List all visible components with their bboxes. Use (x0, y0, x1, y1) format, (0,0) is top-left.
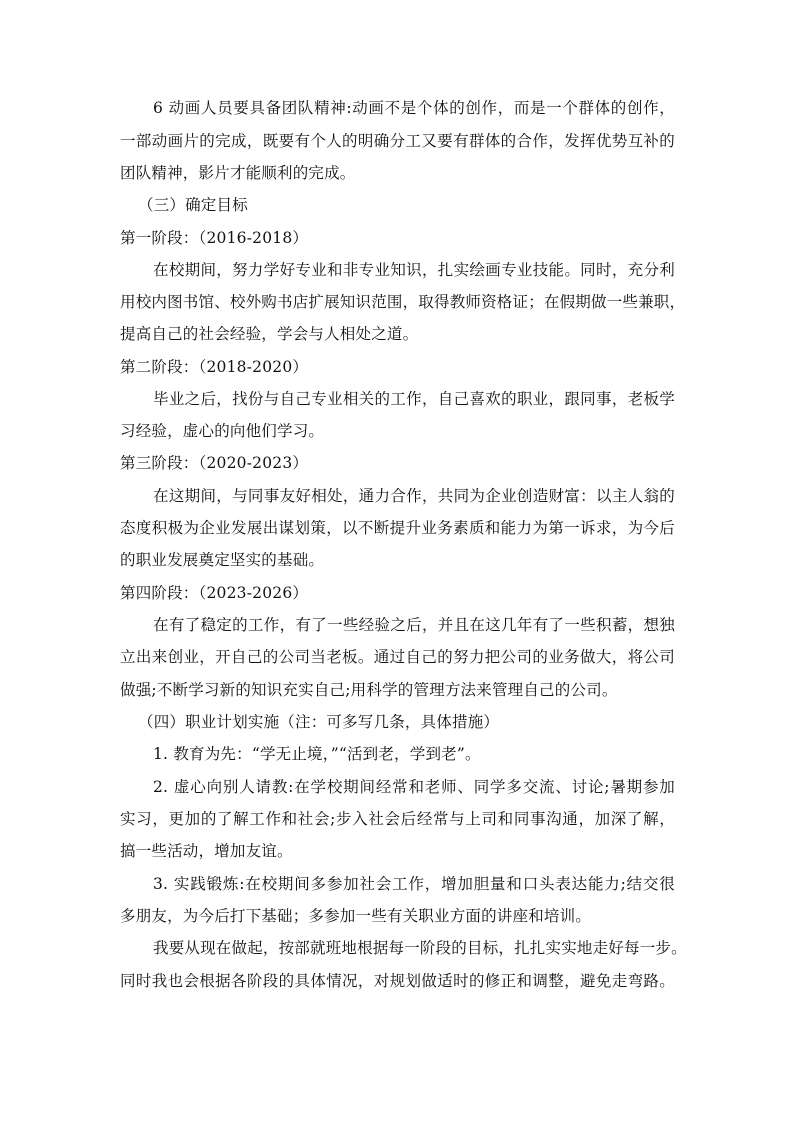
section-heading: （四）职业计划实施（注：可多写几条，具体措施） (138, 713, 500, 731)
paragraph-line: 团队精神，影片才能顺利的完成。 (120, 164, 356, 182)
list-item: 1. 教育为先：“学无止境，”“活到老，学到老”。 (153, 745, 481, 763)
paragraph-line: 提高自己的社会经验，学会与人相处之道。 (120, 325, 419, 343)
paragraph-line: 搞一些活动，增加友谊。 (120, 842, 293, 860)
paragraph-line: 一部动画片的完成，既要有个人的明确分工又要有群体的合作，发挥优势互补的 (120, 132, 675, 150)
paragraph-line: 用校内图书馆、校外购书店扩展知识范围，取得教师资格证；在假期做一些兼职， (120, 293, 686, 311)
list-item: 2. 虚心向别人请教:在学校期间经常和老师、同学多交流、讨论;暑期参加 (153, 778, 675, 796)
paragraph-line: 立出来创业，开自己的公司当老板。通过自己的努力把公司的业务做大，将公司 (120, 648, 675, 666)
stage-heading: 第四阶段：（2023-2026） (120, 584, 309, 602)
paragraph-line: 在这期间，与同事友好相处，通力合作，共同为企业创造财富：以主人翁的 (153, 487, 675, 505)
stage-heading: 第三阶段：（2020-2023） (120, 454, 309, 472)
stage-heading: 第一阶段：（2016-2018） (120, 229, 309, 247)
paragraph-line: 做强;不断学习新的知识充实自己;用科学的管理方法来管理自己的公司。 (120, 681, 618, 699)
paragraph-line: 在校期间，努力学好专业和非专业知识，扎实绘画专业技能。同时，充分利 (153, 261, 675, 279)
paragraph-line: 毕业之后，找份与自己专业相关的工作，自己喜欢的职业，跟同事，老板学 (153, 390, 675, 408)
stage-heading: 第二阶段：（2018-2020） (120, 358, 309, 376)
paragraph-line: 6 动画人员要具备团队精神:动画不是个体的创作，而是一个群体的创作， (153, 99, 675, 117)
paragraph-line: 在有了稳定的工作，有了一些经验之后，并且在这几年有了一些积蓄，想独 (153, 616, 675, 634)
paragraph-line: 同时我也会根据各阶段的具体情况，对规划做适时的修正和调整，避免走弯路。 (120, 972, 675, 990)
section-heading: （三）确定目标 (138, 196, 248, 214)
list-item: 3. 实践锻炼:在校期间多参加社会工作，增加胆量和口头表达能力;结交很 (153, 875, 675, 893)
paragraph-line: 习经验，虚心的向他们学习。 (120, 422, 325, 440)
paragraph-line: 多朋友，为今后打下基础；多参加一些有关职业方面的讲座和培训。 (120, 907, 592, 925)
paragraph-line: 我要从现在做起，按部就班地根据每一阶段的目标，扎扎实实地走好每一步。 (153, 939, 687, 957)
paragraph-line: 态度积极为企业发展出谋划策，以不断提升业务素质和能力为第一诉求，为今后 (120, 519, 675, 537)
paragraph-line: 的职业发展奠定坚实的基础。 (120, 551, 325, 569)
paragraph-line: 实习，更加的了解工作和社会;步入社会后经常与上司和同事沟通，加深了解， (120, 810, 675, 828)
